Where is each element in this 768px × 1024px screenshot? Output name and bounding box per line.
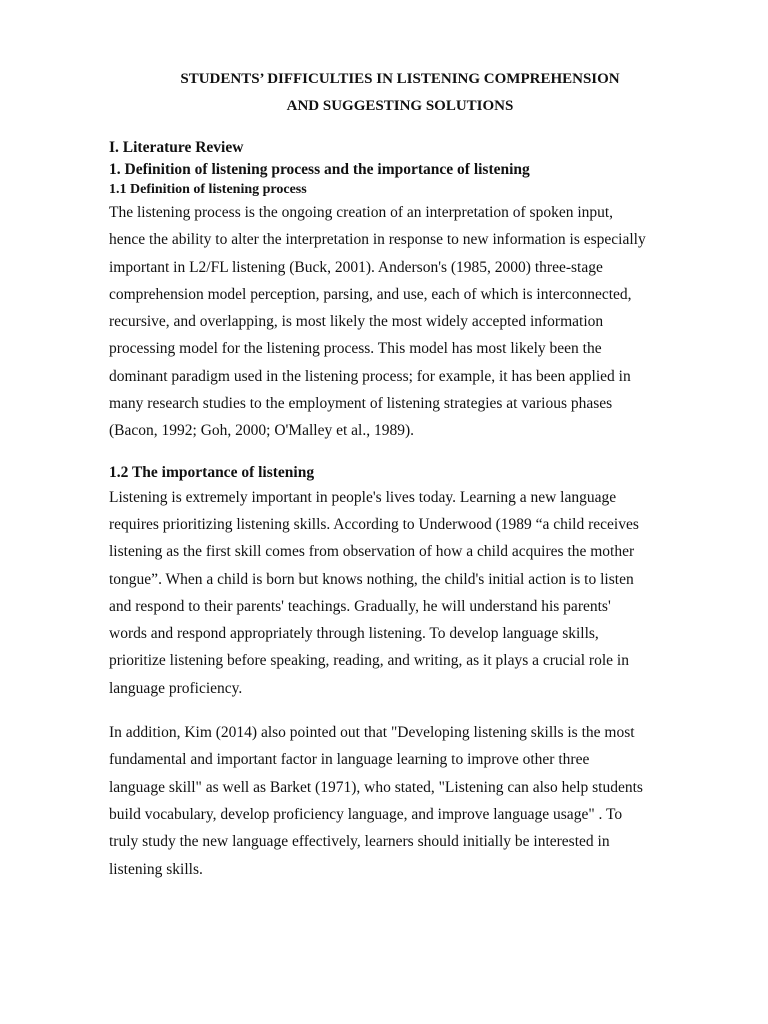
text-line: The listening process is the ongoing creation of an interpretation of spoken input, [109,204,614,221]
text-line: important in L2/FL listening (Buck, 2001). Anderson's (1985, 2000) three-stage [109,258,603,276]
document-title-line-2: AND SUGGESTING SOLUTIONS [286,98,514,114]
text-line: (Bacon, 1992; Goh, 2000; O'Malley et al., 1989). [109,422,414,440]
text-line: hence the ability to alter the interpretation in response to new information is especially [109,231,646,249]
text-line: build vocabulary, develop proficiency language, and improve language usage" . To [109,805,623,823]
text-line: fundamental and important factor in language learning to improve other three [109,751,590,769]
text-line: In addition, Kim (2014) also pointed out that "Developing listening skills is the most [109,724,635,742]
text-line: listening as the first skill comes from observation of how a child acquires the mother [109,543,635,561]
text-line: listening skills. [109,860,203,878]
paragraph-definition [109,199,709,445]
text-line: language proficiency. [109,679,243,697]
text-line: many research studies to the employment of listening strategies at various phases [109,395,613,413]
paragraph-addition [109,719,709,883]
text-line: comprehension model perception, parsing, and use, each of which is interconnected, [109,285,632,303]
text-line: dominant paradigm used in the listening process; for example, it has been applied in [109,367,631,385]
paragraph-importance [109,484,709,702]
sub1-heading: 1.1 Definition of listening process [109,182,307,197]
text-line: and respond to their parents' teachings. Gradually, he will understand his parents' [109,597,611,615]
text-line: language skill" as well as Barket (1971), who stated, "Listening can also help students [109,778,643,796]
text-line: Listening is extremely important in people's lives today. Learning a new language [109,488,617,506]
sub2-heading: 1.2 The importance of listening [109,463,315,481]
text-line: processing model for the listening process. This model has most likely been the [109,340,602,358]
text-line: prioritize listening before speaking, reading, and writing, as it plays a crucial role in [109,652,629,670]
document-title-line-1: STUDENTS’ DIFFICULTIES IN LISTENING COMPREHENSION [180,71,620,87]
document-body [109,137,709,883]
text-line: tongue”. When a child is born but knows nothing, the child's initial action is to listen [109,570,634,588]
section-heading: I. Literature Review [109,139,244,156]
text-line: requires prioritizing listening skills. According to Underwood (1989 “a child receives [109,515,639,533]
text-line: words and respond appropriately through listening. To develop language skills, [109,625,599,643]
subsection-heading: 1. Definition of listening process and the importance of listening [109,161,530,178]
text-line: truly study the new language effectively, learners should initially be interested in [109,833,610,851]
text-line: recursive, and overlapping, is most likely the most widely accepted information [109,313,604,331]
